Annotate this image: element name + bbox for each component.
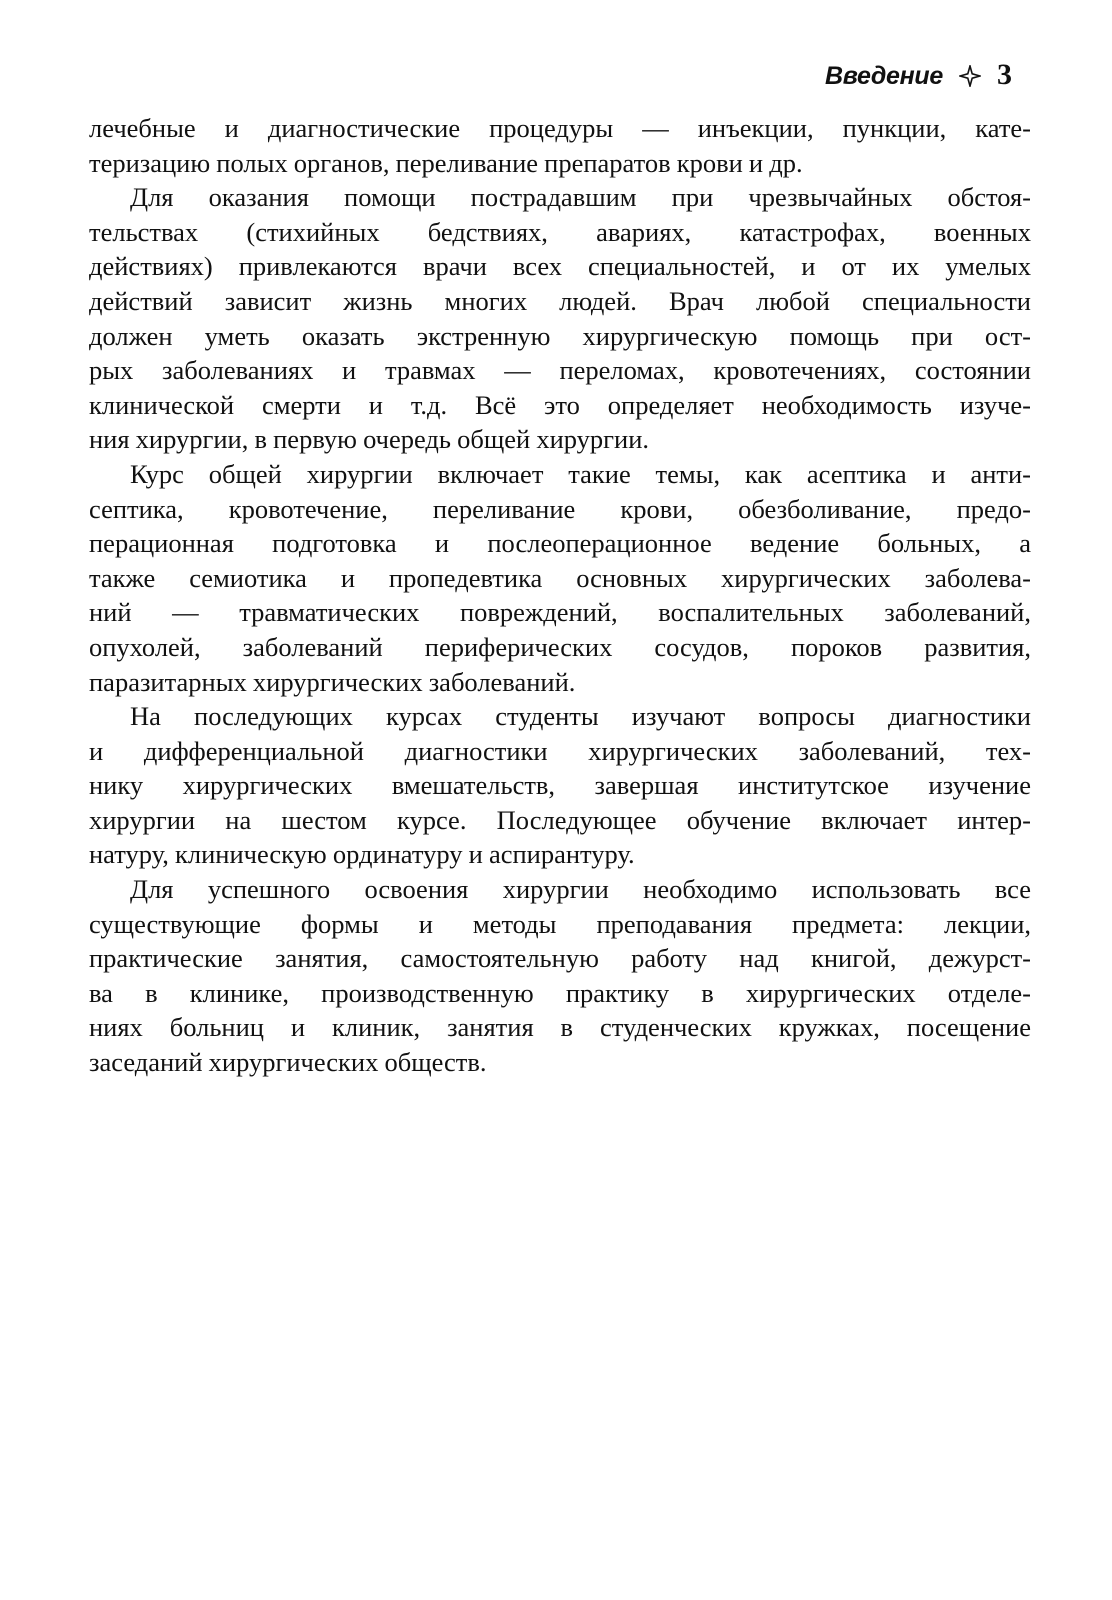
text-line: рых заболеваниях и травмах — переломах, кровотечениях, состоянии: [89, 355, 1031, 386]
text-line: и дифференциальной диагностики хирургических заболеваний, тех-: [89, 735, 1031, 766]
text-line: теризацию полых органов, переливание препаратов крови и др.: [89, 147, 803, 178]
text-line: клинической смерти и т.д. Всё это определяет необходимость изуче-: [89, 389, 1031, 420]
text-line: хирургии на шестом курсе. Последующее обучение включает интер-: [89, 804, 1031, 835]
chapter-title: Введение: [825, 62, 943, 90]
text-line: опухолей, заболеваний периферических сосудов, пороков развития,: [89, 631, 1031, 662]
text-line: также семиотика и пропедевтика основных хирургических заболева-: [89, 562, 1031, 593]
text-line: нику хирургических вмешательств, завершая институтское изучение: [89, 770, 1031, 801]
text-line: натуру, клиническую ординатуру и аспирантуру.: [89, 839, 635, 870]
text-line: перационная подготовка и послеоперационное ведение больных, а: [89, 528, 1031, 559]
paragraph-4: [89, 699, 1031, 872]
page-number: 3: [997, 58, 1012, 91]
text-line: ний — травматических повреждений, воспалительных заболеваний,: [89, 597, 1031, 628]
paragraph-3: [89, 457, 1031, 699]
text-line: действий зависит жизнь многих людей. Врач любой специальности: [89, 285, 1031, 316]
text-line: действиях) привлекаются врачи всех специальностей, и от их умелых: [89, 251, 1031, 282]
text-line: Для оказания помощи пострадавшим при чрезвычайных обстоя-: [130, 182, 1031, 213]
text-line: паразитарных хирургических заболеваний.: [89, 666, 576, 697]
text-line: заседаний хирургических обществ.: [89, 1047, 487, 1078]
text-line: ниях больниц и клиник, занятия в студенческих кружках, посещение: [89, 1012, 1031, 1043]
text-line: септика, кровотечение, переливание крови, обезболивание, предо-: [89, 493, 1031, 524]
text-line: На последующих курсах студенты изучают вопросы диагностики: [130, 701, 1031, 732]
text-line: тельствах (стихийных бедствиях, авариях, катастрофах, военных: [89, 216, 1031, 247]
text-line: должен уметь оказать экстренную хирургическую помощь при ост-: [89, 320, 1031, 351]
text-line: существующие формы и методы преподавания предмета: лекции,: [89, 908, 1031, 939]
text-line: ва в клинике, производственную практику в хирургических отделе-: [89, 977, 1031, 1008]
running-header: [825, 58, 1012, 92]
text-line: лечебные и диагностические процедуры — инъекции, пункции, кате-: [89, 113, 1031, 143]
text-line: Курс общей хирургии включает такие темы, как асептика и анти-: [130, 458, 1031, 489]
body-text: [89, 111, 1031, 1080]
four-point-star-icon: [959, 65, 981, 87]
text-line: практические занятия, самостоятельную работу над книгой, дежурст-: [89, 943, 1031, 974]
text-line: ния хирургии, в первую очередь общей хирургии.: [89, 424, 650, 455]
paragraph-1: [89, 111, 1031, 180]
paragraph-5: [89, 872, 1031, 1080]
text-line: Для успешного освоения хирургии необходимо использовать все: [130, 874, 1031, 905]
paragraph-2: [89, 180, 1031, 457]
